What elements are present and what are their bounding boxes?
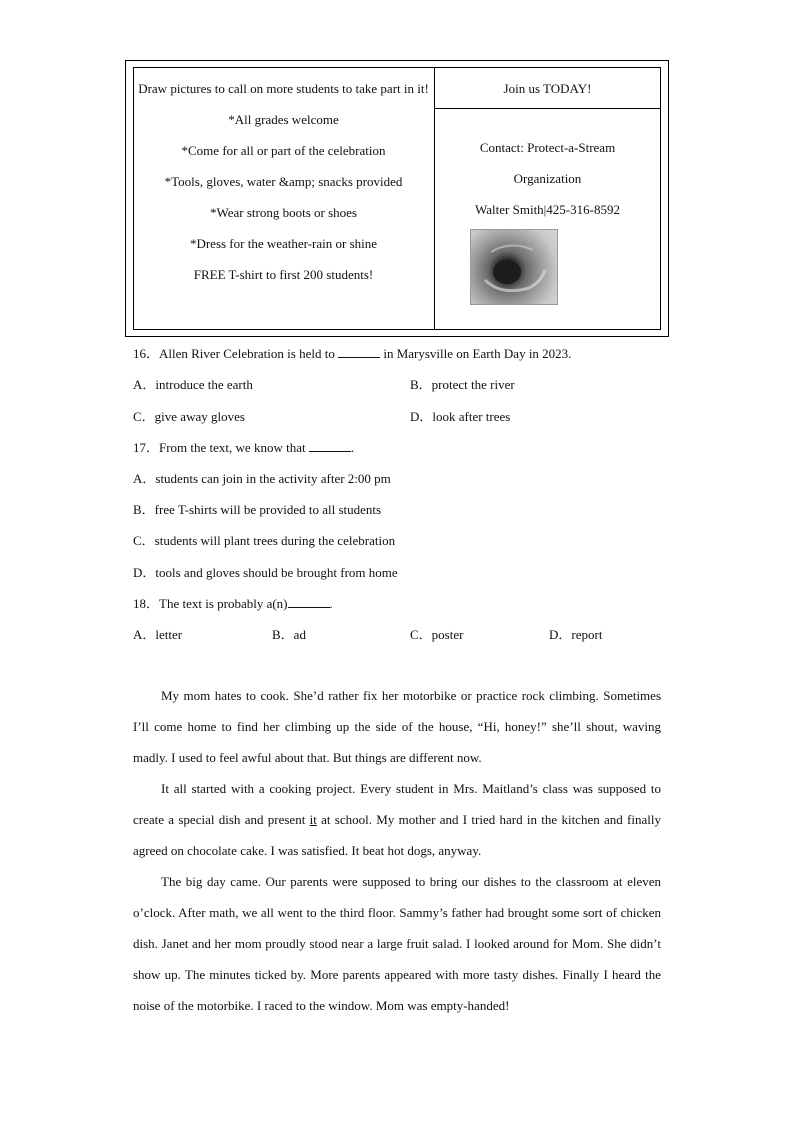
paragraph-2: It all started with a cooking project. Every student in Mrs. Maitland’s class was supposed to create a special dish and present it at school. My mother and I tried hard in the kitchen and finally agreed on chocolate cake. I was satisfied. It beat hot dogs, anyway. bbox=[133, 781, 661, 858]
option-a: A．introduce the earth bbox=[133, 377, 253, 392]
option-b: B．protect the river bbox=[410, 377, 515, 392]
poster-line: FREE T-shirt to first 200 students! bbox=[193, 267, 374, 282]
question-text: 18．The text is probably a(n) bbox=[133, 596, 288, 611]
question-text: 17．From the text, we know that bbox=[133, 440, 309, 455]
question-17 bbox=[133, 437, 354, 456]
question-text: . bbox=[350, 440, 355, 455]
poster-line: *Tools, gloves, water &amp; snacks provided bbox=[164, 174, 403, 189]
earth-in-hands-image bbox=[470, 229, 558, 305]
option-c: C．students will plant trees during the celebration bbox=[133, 533, 396, 548]
answer-blank bbox=[309, 439, 351, 452]
poster-line: *Come for all or part of the celebration bbox=[181, 143, 386, 158]
question-16 bbox=[133, 343, 571, 362]
option-d: D．look after trees bbox=[410, 409, 511, 424]
contact-line: Contact: Protect-a-Stream bbox=[479, 140, 616, 155]
poster-details bbox=[133, 73, 434, 290]
paragraph-1: My mom hates to cook. She’d rather fix her motorbike or practice rock climbing. Sometimes I’ll come home to find her climbing up the side of the house, “Hi, honey!” she’ll shout, waving madly. I used to feel awful about that. But things are different now. bbox=[133, 688, 661, 765]
poster-header-divider bbox=[434, 108, 661, 109]
contact-line: Walter Smith|425-316-8592 bbox=[475, 202, 620, 217]
option-a: A．letter bbox=[133, 627, 183, 642]
paragraph-3: The big day came. Our parents were supposed to bring our dishes to the classroom at eleven o’clock. After math, we all went to the third floor. Sammy’s father had brought some sort of chicken dish. Janet and her mom proudly stood near a large fruit salad. I looked around for Mom. She didn’t show up. The minutes ticked by. More parents appeared with more tasty dishes. Finally I heard the noise of the motorbike. I raced to the window. Mom was empty-handed! bbox=[133, 874, 661, 1013]
answer-blank bbox=[338, 345, 380, 358]
option-b: B．free T-shirts will be provided to all students bbox=[133, 502, 382, 517]
reading-passage bbox=[133, 680, 661, 1021]
poster-line: *Dress for the weather-rain or shine bbox=[189, 236, 378, 251]
question-text: 16．Allen River Celebration is held to bbox=[133, 346, 339, 361]
contact-line: Organization bbox=[513, 171, 582, 186]
option-d: D．report bbox=[549, 627, 603, 642]
question-text: . bbox=[329, 596, 333, 611]
question-text: in Marysville on Earth Day in 2023. bbox=[380, 346, 572, 361]
poster-line: *Wear strong boots or shoes bbox=[210, 205, 357, 220]
option-a: A．students can join in the activity after 2:00 pm bbox=[133, 471, 391, 486]
question-18 bbox=[133, 593, 333, 612]
earth-in-hands-icon bbox=[471, 230, 557, 304]
poster-contact bbox=[434, 132, 661, 225]
option-c: C．poster bbox=[410, 627, 464, 642]
option-c: C．give away gloves bbox=[133, 409, 245, 424]
option-b: B．ad bbox=[272, 627, 306, 642]
underlined-word: it bbox=[309, 812, 317, 827]
answer-blank bbox=[288, 595, 330, 608]
poster-line: *All grades welcome bbox=[228, 112, 339, 127]
option-d: D．tools and gloves should be brought from home bbox=[133, 565, 398, 580]
poster-line: Draw pictures to call on more students to take part in it! bbox=[138, 81, 429, 96]
poster-join-heading: Join us TODAY! bbox=[503, 81, 592, 96]
